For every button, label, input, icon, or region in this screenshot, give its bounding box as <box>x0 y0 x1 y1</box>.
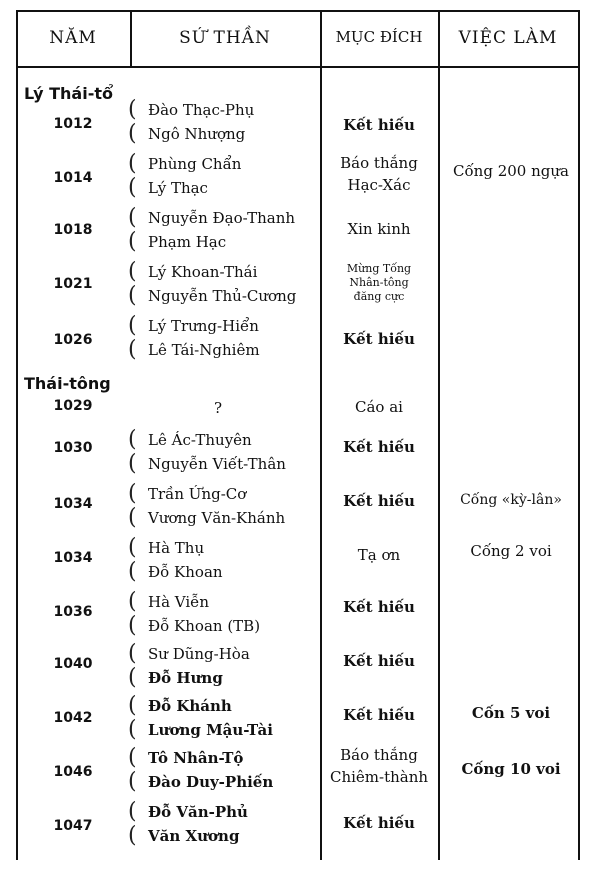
table-left-border <box>16 10 18 860</box>
brace-icon: ( <box>128 641 137 666</box>
brace-icon: ( <box>128 337 137 362</box>
row-envoy: Nguyễn Viết-Thân <box>148 455 286 473</box>
header-purpose: MỤC ĐÍCH <box>335 28 423 46</box>
brace-icon: ( <box>128 427 137 452</box>
row-envoy: Hà Viễn <box>148 593 210 611</box>
brace-icon: ( <box>128 505 137 530</box>
row-envoy: Ngô Nhượng <box>148 125 246 143</box>
brace-icon: ( <box>128 259 137 284</box>
brace-icon: ( <box>128 313 137 338</box>
brace-icon: ( <box>128 121 137 146</box>
row-purpose: Kết hiếu <box>343 814 415 832</box>
brace-icon: ( <box>128 693 137 718</box>
row-action: Cống «kỳ-lân» <box>460 492 562 508</box>
brace-icon: ( <box>128 151 137 176</box>
row-purpose: Báo thắng Hạc-Xác <box>340 154 418 194</box>
row-purpose: Xin kinh <box>347 220 411 238</box>
row-year: 1040 <box>53 656 93 672</box>
row-envoy: Nguyễn Thủ-Cương <box>148 287 297 305</box>
row-purpose: Cáo ai <box>355 398 403 416</box>
brace-icon: ( <box>128 481 137 506</box>
section-label: Thái-tông <box>24 374 111 393</box>
row-purpose: Kết hiếu <box>343 706 415 724</box>
row-purpose: Kết hiếu <box>343 116 415 134</box>
row-envoy: Lý Khoan-Thái <box>148 263 258 281</box>
brace-icon: ( <box>128 799 137 824</box>
header-divider <box>16 66 580 68</box>
row-year: 1029 <box>53 398 93 414</box>
header-action: VIỆC LÀM <box>458 28 558 48</box>
row-envoy: Đỗ Văn-Phủ <box>148 803 248 821</box>
column-divider <box>320 10 322 860</box>
row-year: 1018 <box>53 222 93 238</box>
row-envoy: Đỗ Hưng <box>148 669 223 687</box>
row-year: 1034 <box>53 550 93 566</box>
row-envoy: Tô Nhân-Tộ <box>148 749 244 767</box>
row-year: 1047 <box>53 818 93 834</box>
brace-icon: ( <box>128 205 137 230</box>
row-envoy: Sư Dũng-Hòa <box>148 645 250 663</box>
row-envoy: ? <box>214 399 223 417</box>
row-envoy: Lương Mậu-Tài <box>148 721 273 739</box>
row-year: 1034 <box>53 496 93 512</box>
row-envoy: Đào Thạc-Phụ <box>148 101 255 119</box>
row-envoy: Vương Văn-Khánh <box>148 509 286 527</box>
row-envoy: Trần Ứng-Cơ <box>148 485 247 503</box>
column-divider <box>438 10 440 860</box>
row-purpose: Tạ ơn <box>357 546 401 564</box>
brace-icon: ( <box>128 665 137 690</box>
row-envoy: Đỗ Khoan <box>148 563 223 581</box>
row-action: Cống 10 voi <box>461 760 561 778</box>
brace-icon: ( <box>128 451 137 476</box>
row-envoy: Lý Thạc <box>148 179 208 197</box>
row-envoy: Đỗ Khánh <box>148 697 232 715</box>
brace-icon: ( <box>128 535 137 560</box>
brace-icon: ( <box>128 589 137 614</box>
row-action: Cống 200 ngựa <box>453 162 569 180</box>
brace-icon: ( <box>128 97 137 122</box>
row-purpose: Mừng Tống Nhân-tông đăng cực <box>346 262 412 303</box>
brace-icon: ( <box>128 229 137 254</box>
row-envoy: Đào Duy-Phiến <box>148 773 274 791</box>
row-envoy: Phạm Hạc <box>148 233 227 251</box>
brace-icon: ( <box>128 559 137 584</box>
row-envoy: Văn Xương <box>148 827 240 845</box>
row-envoy: Hà Thụ <box>148 539 205 557</box>
row-envoy: Lê Tái-Nghiêm <box>148 341 260 359</box>
brace-icon: ( <box>128 613 137 638</box>
row-envoy: Nguyễn Đạo-Thanh <box>148 209 296 227</box>
row-year: 1012 <box>53 116 93 132</box>
row-year: 1026 <box>53 332 93 348</box>
row-year: 1036 <box>53 604 93 620</box>
row-purpose: Báo thắng Chiêm-thành <box>329 746 429 786</box>
row-envoy: Đỗ Khoan (TB) <box>148 617 261 635</box>
row-envoy: Phùng Chẩn <box>148 155 242 173</box>
brace-icon: ( <box>128 769 137 794</box>
row-year: 1030 <box>53 440 93 456</box>
header-year: NĂM <box>49 28 97 48</box>
table-top-border <box>16 10 580 12</box>
section-label: Lý Thái-tổ <box>24 84 113 103</box>
brace-icon: ( <box>128 283 137 308</box>
row-purpose: Kết hiếu <box>343 438 415 456</box>
brace-icon: ( <box>128 745 137 770</box>
row-envoy: Lý Trưng-Hiển <box>148 317 259 335</box>
row-purpose: Kết hiếu <box>343 492 415 510</box>
row-action: Cốn 5 voi <box>471 704 551 722</box>
brace-icon: ( <box>128 717 137 742</box>
row-year: 1021 <box>53 276 93 292</box>
row-year: 1014 <box>53 170 93 186</box>
table-right-border <box>578 10 580 860</box>
header-envoys: SỨ THẦN <box>179 28 271 48</box>
row-purpose: Kết hiếu <box>343 652 415 670</box>
row-year: 1046 <box>53 764 93 780</box>
row-envoy: Lê Ác-Thuyên <box>148 431 252 449</box>
brace-icon: ( <box>128 823 137 848</box>
row-year: 1042 <box>53 710 93 726</box>
brace-icon: ( <box>128 175 137 200</box>
row-purpose: Kết hiếu <box>343 330 415 348</box>
row-purpose: Kết hiếu <box>343 598 415 616</box>
row-action: Cống 2 voi <box>470 542 552 560</box>
